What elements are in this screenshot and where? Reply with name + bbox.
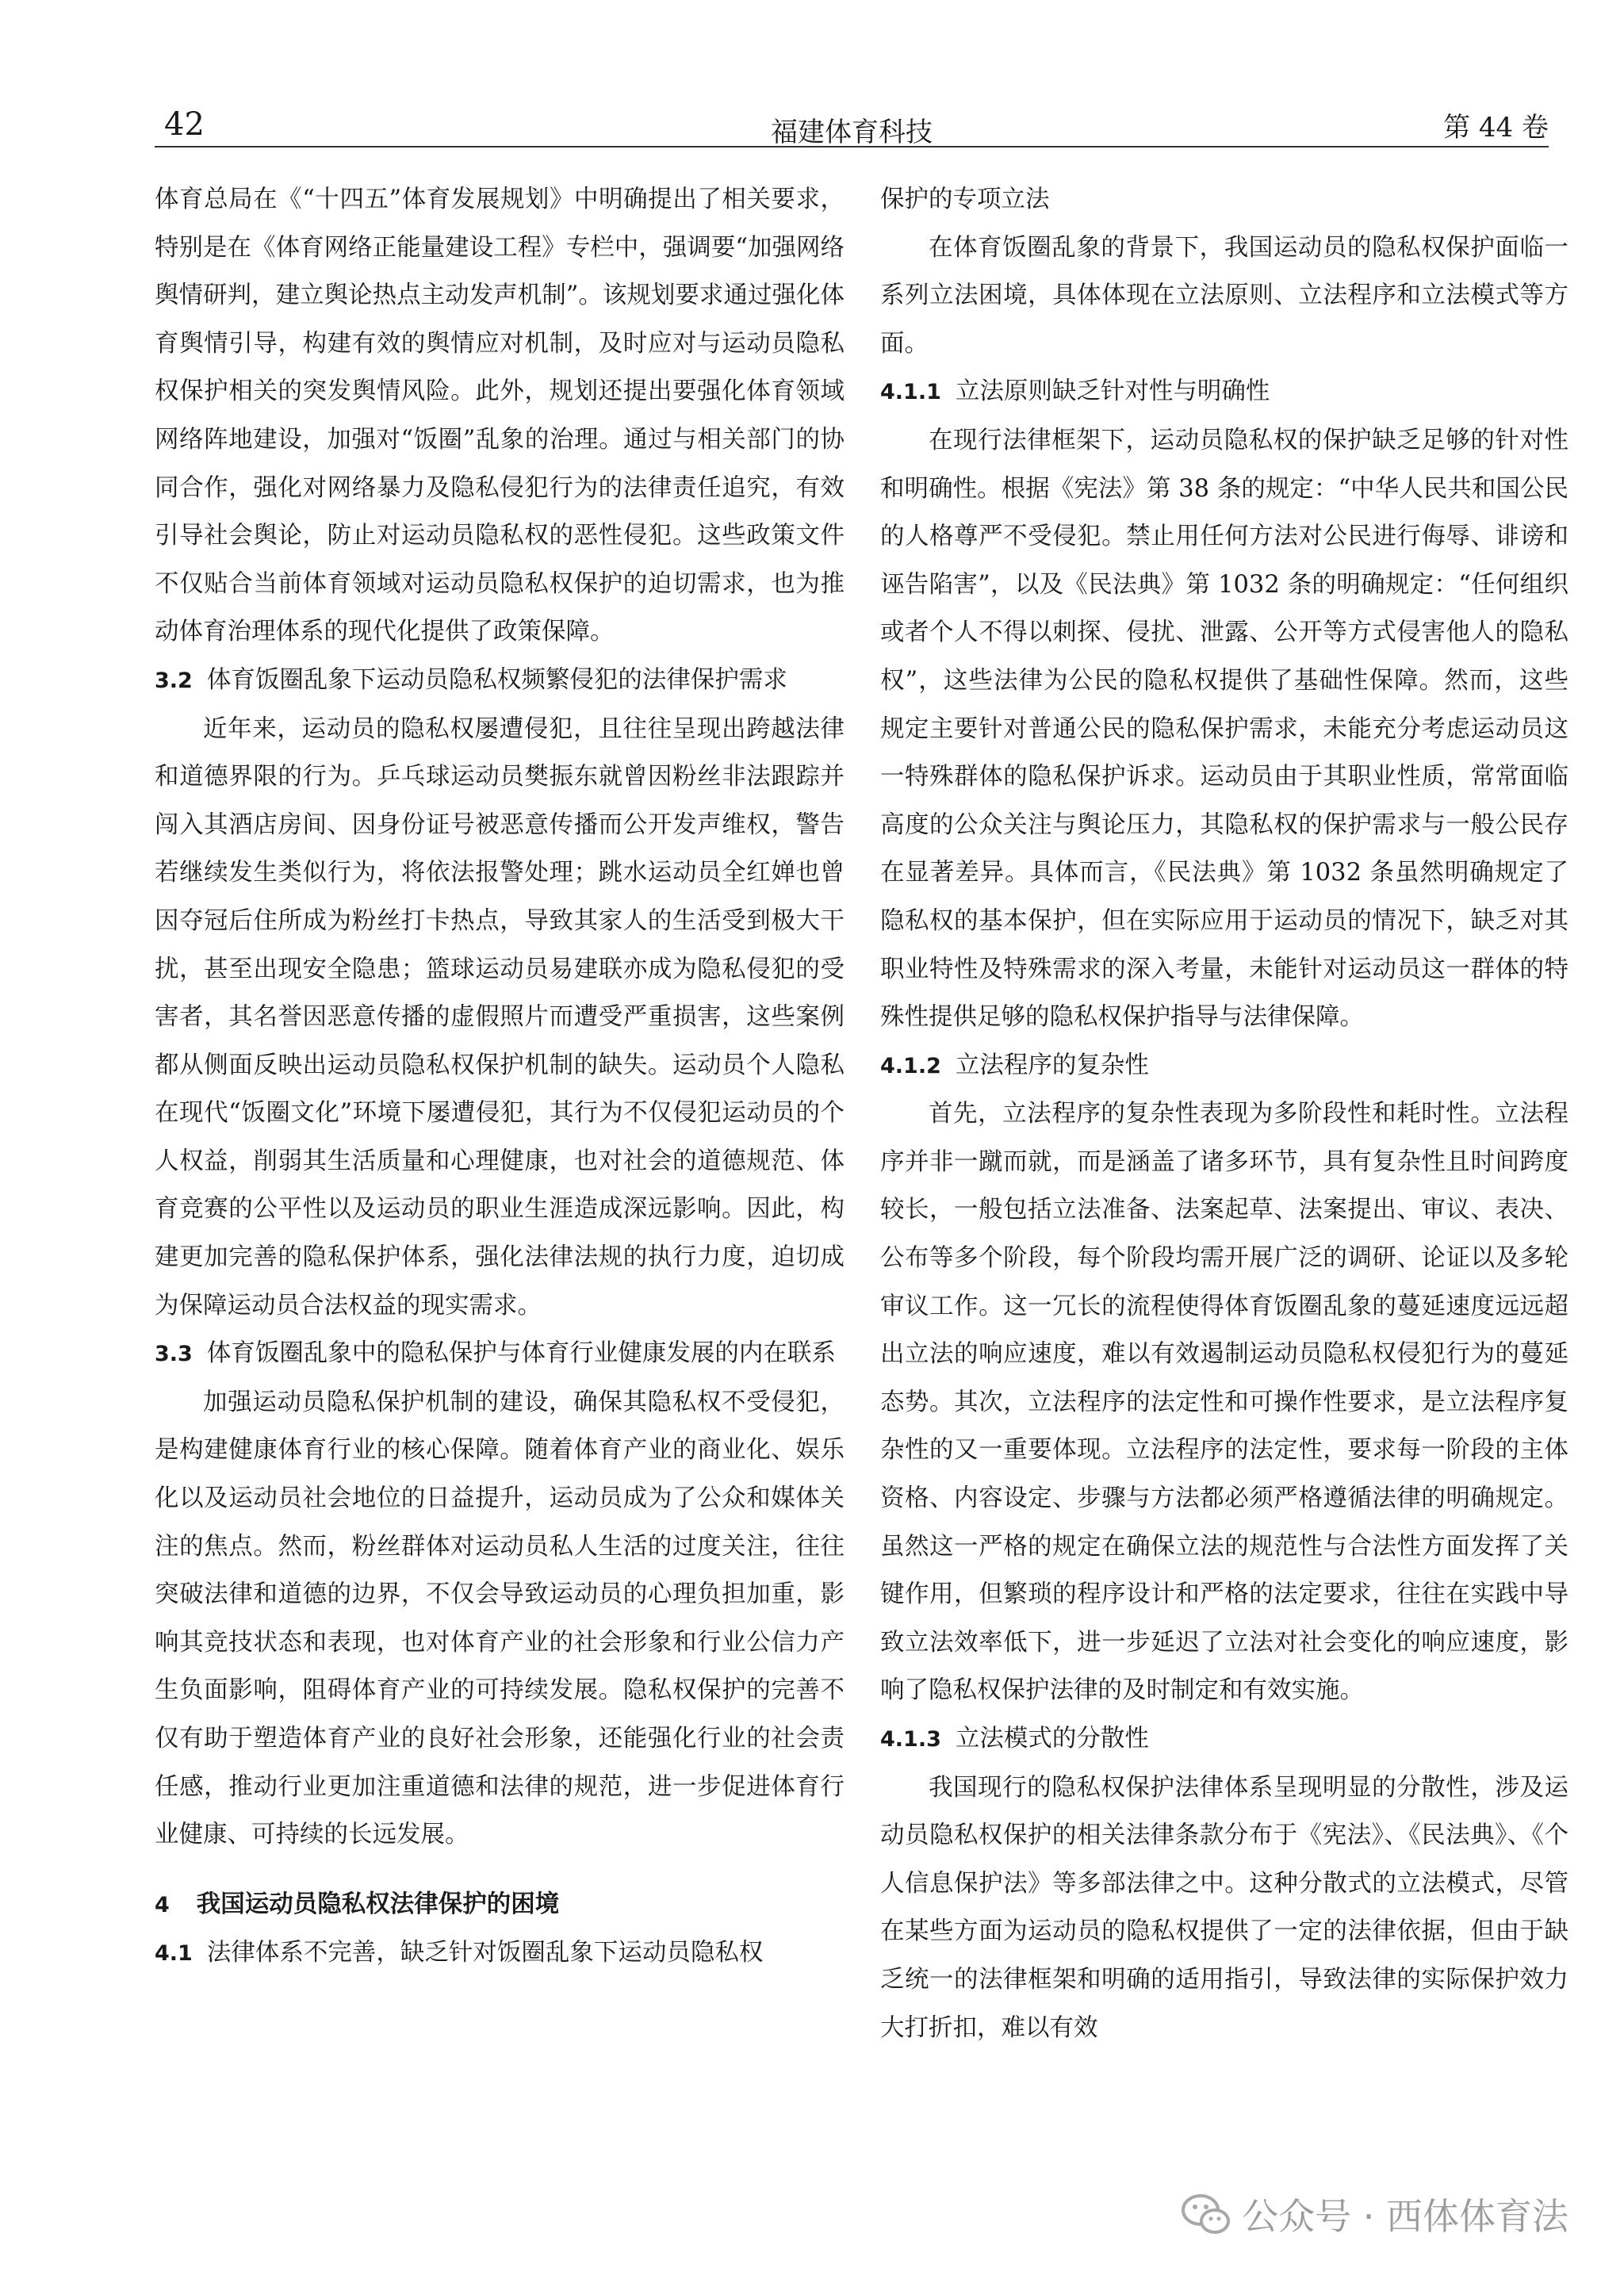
section-heading-4-1-1 <box>880 368 1568 417</box>
section-title: 立法原则缺乏针对性与明确性 <box>955 377 1270 406</box>
section-heading-4 <box>155 1880 845 1930</box>
journal-name: 福建体育科技 <box>771 117 933 148</box>
page-number: 42 <box>164 106 205 143</box>
left-column <box>155 176 845 1978</box>
section-title: 体育饭圈乱象下运动员隐私权频繁侵犯的法律保护需求 <box>206 665 787 694</box>
wechat-icon <box>1182 2193 1231 2235</box>
paragraph: 首先，立法程序的复杂性表现为多阶段性和耗时性。立法程序并非一蹴而就，而是涵盖了诸多环节，具有复杂性且时间跨度较长，一般包括立法准备、法案起草、法案提出、审议、表决、公布等多个阶段，每个阶段均需开展广泛的调研、论证以及多轮审议工作。这一冗长的流程使得体育饭圈乱象的蔓延速度远远超出立法的响应速度，难以有效遏制运动员隐私权侵犯行为的蔓延态势。其次，立法程序的法定性和可操作性要求，是立法程序复杂性的又一重要体现。立法程序的法定性，要求每一阶段的主体资格、内容设定、步骤与方法都必须严格遵循法律的明确规定。虽然这一严格的规定在确保立法的规范性与合法性方面发挥了关键作用，但繁琐的程序设计和严格的法定要求，往往在实践中导致立法效率低下，进一步延迟了立法对社会变化的响应速度，影响了隐私权保护法律的及时制定和有效实施。 <box>880 1100 1568 1705</box>
paragraph: 加强运动员隐私保护机制的建设，确保其隐私权不受侵犯，是构建健康体育行业的核心保障。随着体育产业的商业化、娱乐化以及运动员社会地位的日益提升，运动员成为了公众和媒体关注的焦点。然而，粉丝群体对运动员私人生活的过度关注，往往突破法律和道德的边界，不仅会导致运动员的心理负担加重，影响其竞技状态和表现，也对体育产业的社会形象和行业公信力产生负面影响，阻碍体育产业的可持续发展。隐私权保护的完善不仅有助于塑造体育产业的良好社会形象，还能强化行业的社会责任感，推动行业更加注重道德和法律的规范，进一步促进体育行业健康、可持续的长远发展。 <box>155 1388 845 1849</box>
right-column <box>880 176 1568 2052</box>
section-heading-3-2 <box>155 657 845 706</box>
watermark-text: 公众号 · 西体体育法 <box>1242 2195 1568 2238</box>
section-number: 4.1 <box>155 1941 193 1967</box>
section-title: 法律体系不完善，缺乏针对饭圈乱象下运动员隐私权 <box>206 1939 764 1967</box>
section-title: 我国运动员隐私权法律保护的困境 <box>196 1889 560 1918</box>
section-number: 4.1.2 <box>880 1053 941 1078</box>
section-number: 3.2 <box>155 668 193 693</box>
section-heading-3-3 <box>155 1330 845 1379</box>
paragraph: 在体育饭圈乱象的背景下，我国运动员的隐私权保护面临一系列立法困境，具体体现在立法原则、立法程序和立法模式等方面。 <box>880 233 1568 358</box>
section-number: 4.1.1 <box>880 380 941 405</box>
paragraph: 我国现行的隐私权保护法律体系呈现明显的分散性，涉及运动员隐私权保护的相关法律条款分布于《宪法》、《民法典》、《个人信息保护法》等多部法律之中。这种分散式的立法模式，尽管在某些方面为运动员的隐私权提供了一定的法律依据，但由于缺乏统一的法律框架和明确的适用指引，导致法律的实际保护效力大打折扣，难以有效 <box>880 1773 1568 2042</box>
heading-continuation: 保护的专项立法 <box>880 186 1050 213</box>
paragraph: 体育总局在《“十四五”体育发展规划》中明确提出了相关要求，特别是在《体育网络正能量建设工程》专栏中，强调要“加强网络舆情研判，建立舆论热点主动发声机制”。该规划要求通过强化体育舆情引导，构建有效的舆情应对机制，及时应对与运动员隐私权保护相关的突发舆情风险。此外，规划还提出要强化体育领域网络阵地建设，加强对“饭圈”乱象的治理。通过与相关部门的协同合作，强化对网络暴力及隐私侵犯行为的法律责任追究，有效引导社会舆论，防止对运动员隐私权的恶性侵犯。这些政策文件不仅贴合当前体育领域对运动员隐私权保护的迫切需求，也为推动体育治理体系的现代化提供了政策保障。 <box>155 186 845 646</box>
volume-label: 第 44 卷 <box>1443 112 1549 144</box>
section-heading-4-1-3 <box>880 1715 1568 1764</box>
section-number: 4.1.3 <box>880 1727 941 1752</box>
paragraph: 在现行法律框架下，运动员隐私权的保护缺乏足够的针对性和明确性。根据《宪法》第 38 条的规定：“中华人民共和国公民的人格尊严不受侵犯。禁止用任何方法对公民进行侮辱、诽谤和诬告陷害”，以及《民法典》第 1032 条的明确规定：“任何组织或者个人不得以刺探、侵扰、泄露、公开等方式侵害他人的隐私权”，这些法律为公民的隐私权提供了基础性保障。然而，这些规定主要针对普通公民的隐私保护需求，未能充分考虑运动员这一特殊群体的隐私保护诉求。运动员由于其职业性质，常常面临高度的公众关注与舆论压力，其隐私权的保护需求与一般公民存在显著差异。具体而言，《民法典》第 1032 条虽然明确规定了隐私权的基本保护，但在实际应用于运动员的情况下，缺乏对其职业特性及特殊需求的深入考量，未能针对运动员这一群体的特殊性提供足够的隐私权保护指导与法律保障。 <box>880 426 1568 1032</box>
section-number: 3.3 <box>155 1342 193 1367</box>
running-header <box>155 95 1549 147</box>
section-title: 立法程序的复杂性 <box>955 1051 1149 1079</box>
paragraph: 近年来，运动员的隐私权屡遭侵犯，且往往呈现出跨越法律和道德界限的行为。乒乓球运动员樊振东就曾因粉丝非法跟踪并闯入其酒店房间、因身份证号被恶意传播而公开发声维权，警告若继续发生类似行为，将依法报警处理；跳水运动员全红婵也曾因夺冠后住所成为粉丝打卡热点，导致其家人的生活受到极大干扰，甚至出现安全隐患；篮球运动员易建联亦成为隐私侵犯的受害者，其名誉因恶意传播的虚假照片而遭受严重损害，这些案例都从侧面反映出运动员隐私权保护机制的缺失。运动员个人隐私在现代“饭圈文化”环境下屡遭侵犯，其行为不仅侵犯运动员的个人权益，削弱其生活质量和心理健康，也对社会的道德规范、体育竞赛的公平性以及运动员的职业生涯造成深远影响。因此，构建更加完善的隐私保护体系，强化法律法规的执行力度，迫切成为保障运动员合法权益的现实需求。 <box>155 714 845 1320</box>
section-title: 立法模式的分散性 <box>955 1725 1149 1752</box>
section-heading-4-1-2 <box>880 1042 1568 1091</box>
watermark <box>1182 2190 1568 2238</box>
section-number: 4 <box>155 1892 170 1917</box>
section-title: 体育饭圈乱象中的隐私保护与体育行业健康发展的内在联系 <box>206 1339 836 1368</box>
section-heading-4-1 <box>155 1929 845 1978</box>
